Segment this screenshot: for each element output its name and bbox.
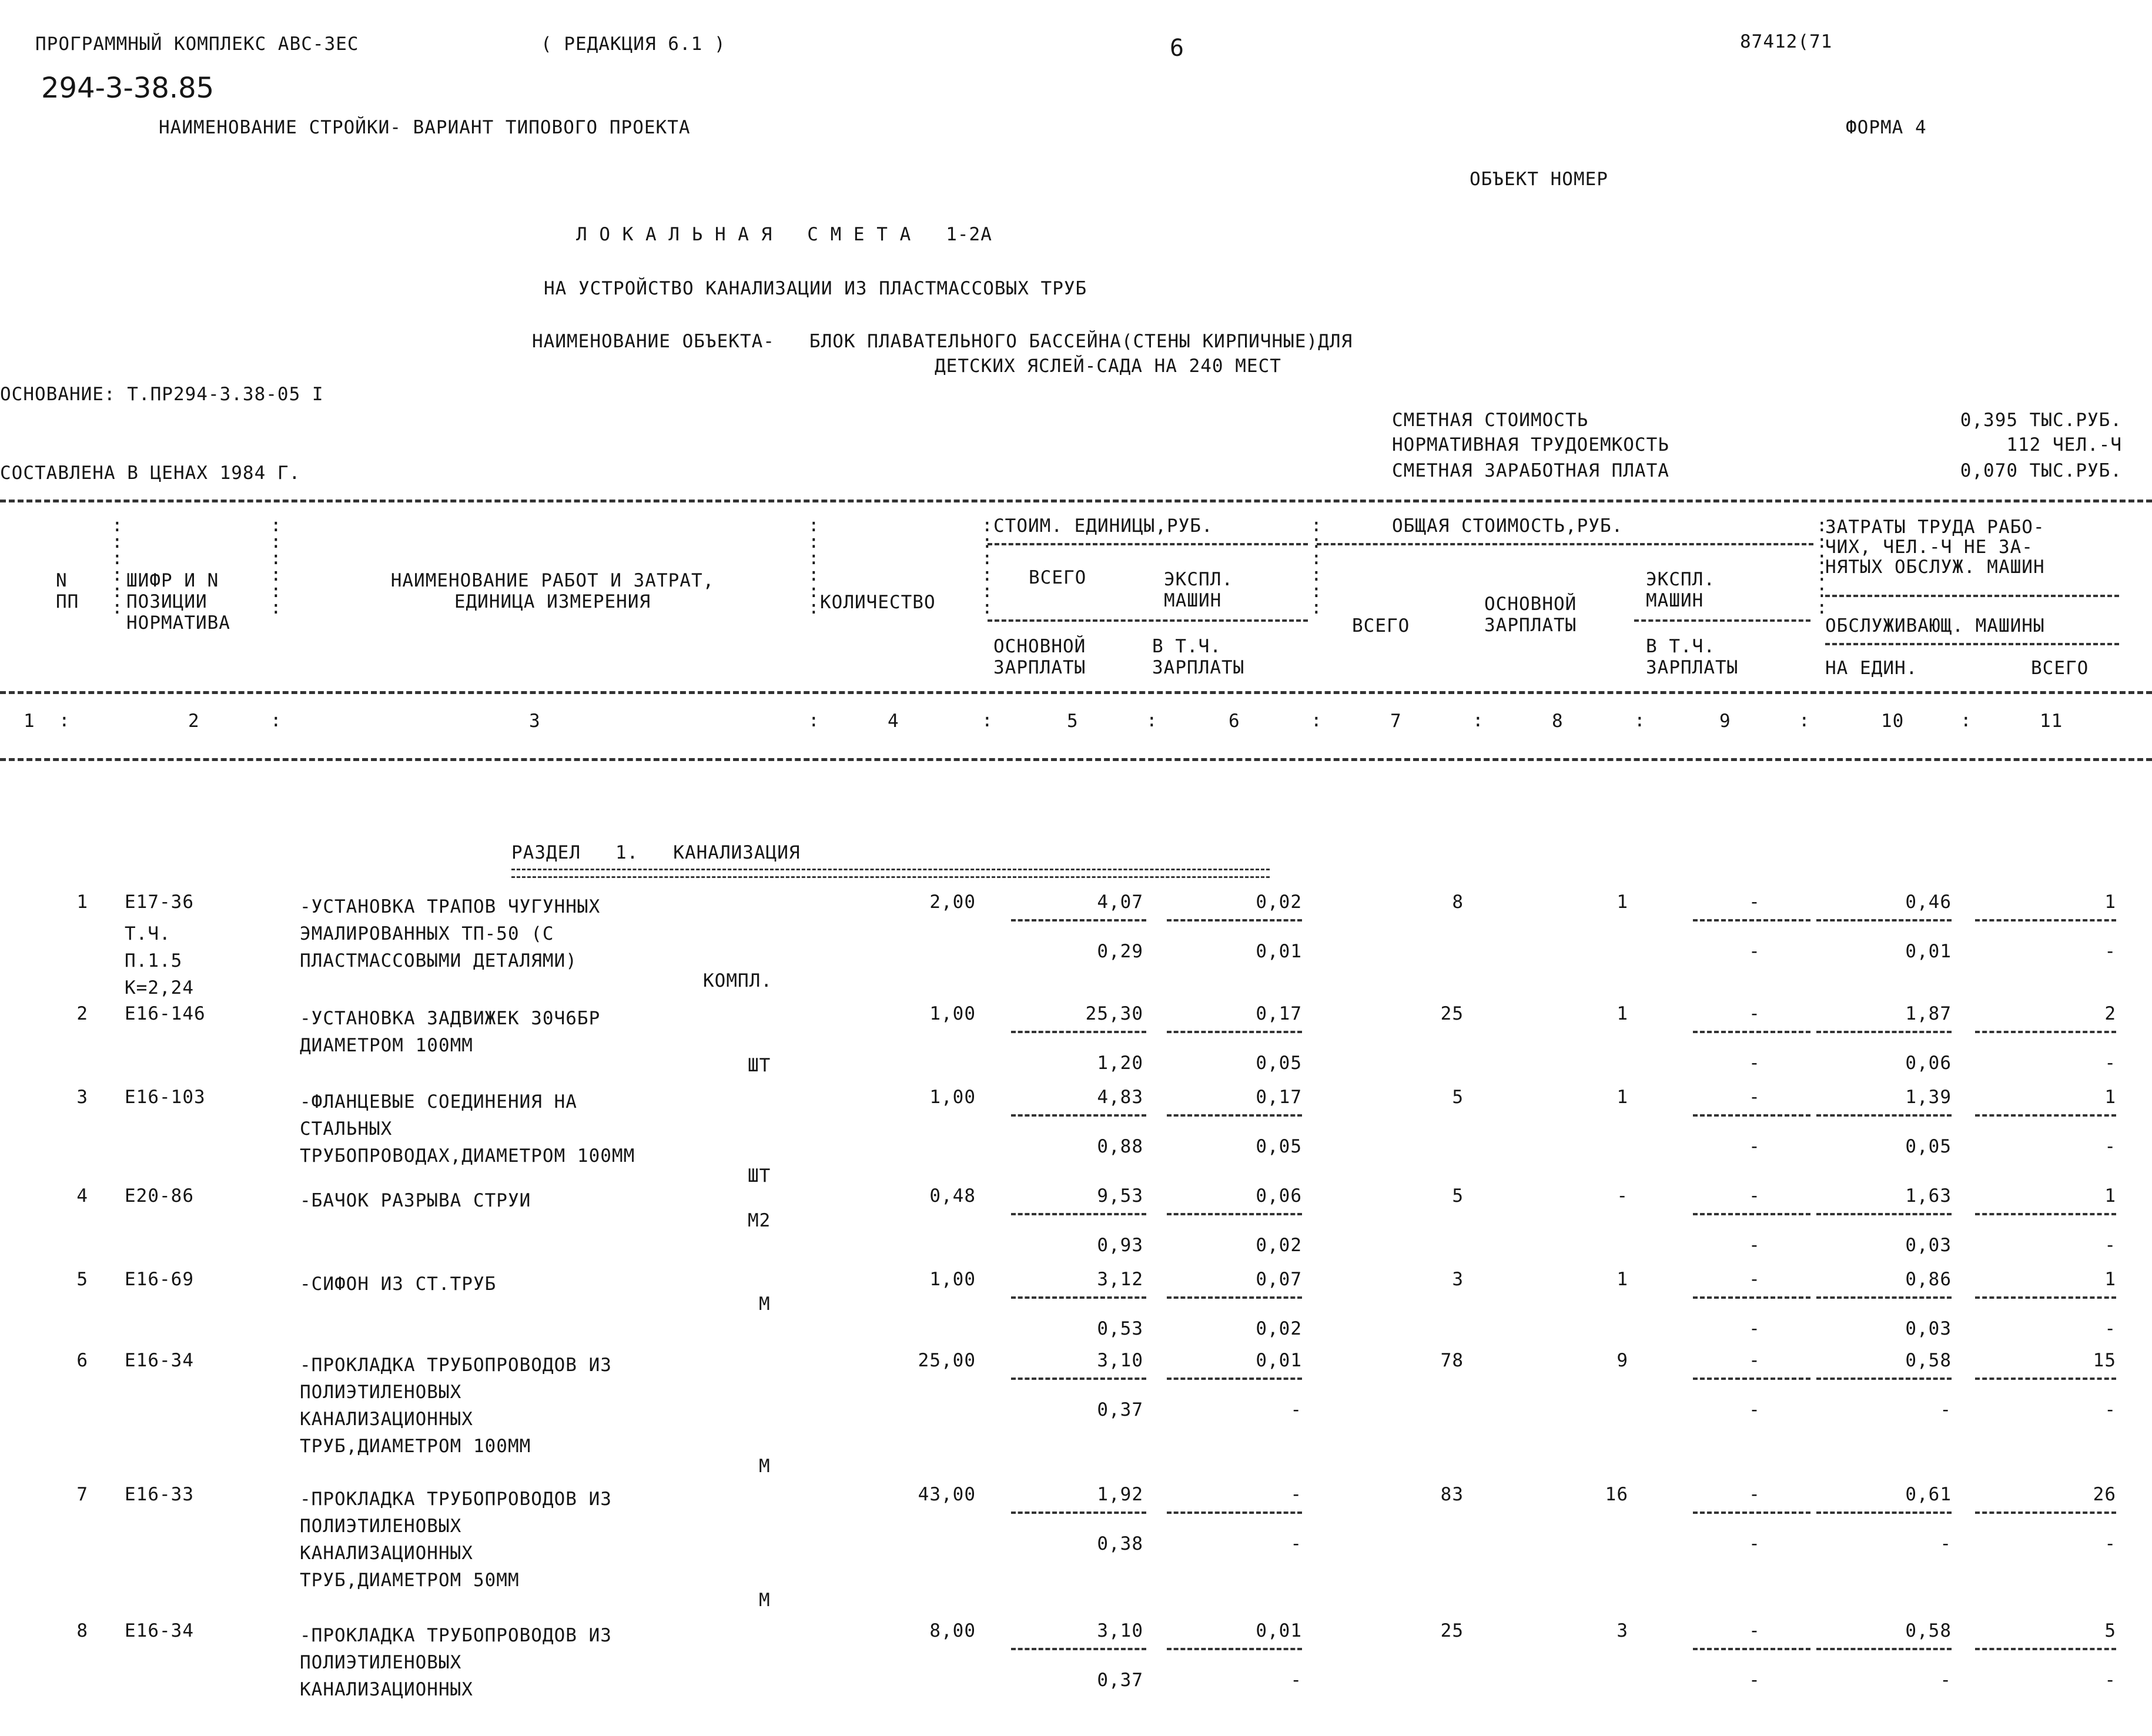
row-unit-machine: 0,07 <box>1256 1269 1302 1290</box>
row-number: 8 <box>76 1620 88 1641</box>
row-labor-machine-total: - <box>2104 1136 2116 1157</box>
row-code: Е16-103 <box>125 1087 206 1108</box>
row-divider <box>1975 1648 2116 1650</box>
row-total-wage: 1 <box>1616 1269 1628 1290</box>
row-unit: М <box>759 1293 771 1315</box>
row-unit-total: 3,10 <box>1097 1620 1143 1641</box>
row-divider <box>1975 919 2116 921</box>
col-num-6: 6 <box>1229 711 1240 732</box>
header-labor-machine: ОБСЛУЖИВАЮЩ. МАШИНЫ <box>1825 615 2045 636</box>
col-num-3: 3 <box>529 711 541 732</box>
row-labor-machine-total: - <box>2104 1053 2116 1074</box>
row-labor-machine-unit: 0,01 <box>1905 941 1952 962</box>
row-unit-machine: 0,02 <box>1256 892 1302 913</box>
row-unit-wage: 0,53 <box>1097 1318 1143 1339</box>
row-labor-machine-total: - <box>2104 1399 2116 1420</box>
row-divider <box>1693 1378 1810 1380</box>
row-unit-total: 3,12 <box>1097 1269 1143 1290</box>
header-name: НАИМЕНОВАНИЕ РАБОТ И ЗАТРАТ, ЕДИНИЦА ИЗМЕРЕНИЯ <box>390 570 715 612</box>
row-labor-total: 1 <box>2104 1087 2116 1108</box>
row-divider <box>1975 1512 2116 1514</box>
row-divider <box>1693 919 1810 921</box>
row-code: Е16-33 <box>125 1484 194 1505</box>
prices-basis: СОСТАВЛЕНА В ЦЕНАХ 1984 Г. <box>0 463 301 484</box>
row-number: 3 <box>76 1087 88 1108</box>
row-labor-machine-unit: 0,05 <box>1905 1136 1952 1157</box>
row-unit-machine: 0,06 <box>1256 1185 1302 1207</box>
row-labor-machine-total: - <box>2104 1670 2116 1691</box>
row-unit-machine-wage: - <box>1290 1670 1302 1691</box>
col-num-1: 1 <box>24 711 35 732</box>
row-code: Е16-69 <box>125 1269 194 1290</box>
row-total: 5 <box>1452 1087 1464 1108</box>
summary-label-cost: СМЕТНАЯ СТОИМОСТЬ <box>1392 410 1589 431</box>
row-divider <box>1167 1114 1302 1117</box>
row-unit-machine-wage: - <box>1290 1533 1302 1554</box>
row-divider <box>1693 1213 1810 1215</box>
row-total-wage: 3 <box>1616 1620 1628 1641</box>
row-quantity: 43,00 <box>918 1484 976 1505</box>
row-unit-machine: 0,01 <box>1256 1620 1302 1641</box>
row-unit-machine-wage: 0,02 <box>1256 1318 1302 1339</box>
col-num-10: 10 <box>1881 711 1905 732</box>
project-code: 294-3-38.85 <box>41 72 215 105</box>
row-quantity: 8,00 <box>929 1620 976 1641</box>
row-divider <box>1011 1114 1146 1117</box>
header-labor-per-unit: НА ЕДИН. <box>1825 658 1918 679</box>
basis: ОСНОВАНИЕ: Т.ПР294-3.38-05 I <box>0 384 324 405</box>
header-total-machine-wage: В Т.Ч. ЗАРПЛАТЫ <box>1646 636 1739 678</box>
row-unit-machine-wage: 0,02 <box>1256 1235 1302 1256</box>
row-unit-machine-wage: - <box>1290 1399 1302 1420</box>
header-n: N ПП <box>56 570 79 612</box>
col-num-7: 7 <box>1390 711 1402 732</box>
col-num-4: 4 <box>888 711 899 732</box>
row-total-machine: - <box>1749 1087 1761 1108</box>
row-labor-machine-unit: 0,03 <box>1905 1235 1952 1256</box>
row-divider <box>1816 1031 1952 1033</box>
row-divider <box>1816 1114 1952 1117</box>
row-unit: ШТ <box>748 1165 771 1187</box>
summary-value-wage: 0,070 ТЫС.РУБ. <box>1960 460 2122 481</box>
row-number: 2 <box>76 1003 88 1024</box>
row-unit-machine: - <box>1290 1484 1302 1505</box>
row-labor-total: 15 <box>2093 1350 2116 1371</box>
row-divider <box>1011 919 1146 921</box>
row-total-wage: 9 <box>1616 1350 1628 1371</box>
row-divider <box>1693 1296 1810 1299</box>
row-divider <box>1693 1114 1810 1117</box>
summary-label-wage: СМЕТНАЯ ЗАРАБОТНАЯ ПЛАТА <box>1392 460 1669 481</box>
row-unit: М <box>759 1590 771 1611</box>
row-unit: М2 <box>748 1210 771 1231</box>
row-quantity: 1,00 <box>929 1087 976 1108</box>
row-unit-wage: 0,93 <box>1097 1235 1143 1256</box>
row-labor-machine-total: - <box>2104 1235 2116 1256</box>
row-divider <box>1167 1378 1302 1380</box>
row-code: Е16-34 <box>125 1350 194 1371</box>
row-divider <box>1975 1378 2116 1380</box>
row-quantity: 1,00 <box>929 1269 976 1290</box>
row-work-name: -ПРОКЛАДКА ТРУБОПРОВОДОВ ИЗ ПОЛИЭТИЛЕНОВЫХ КАНАЛИЗАЦИОННЫХ ТРУБ,ДИАМЕТРОМ 100ММ <box>300 1355 612 1457</box>
row-divider <box>1011 1378 1146 1380</box>
col-num-8: 8 <box>1552 711 1564 732</box>
estimate-page: ПРОГРАММНЫЙ КОМПЛЕКС АВС-3ЕС ( РЕДАКЦИЯ 6.1 ) 6 87412(71 294-3-38.85 НАИМЕНОВАНИЕ СТРОЙКИ- ВАРИАНТ ТИПОВОГО ПРОЕКТА ФОРМА 4 ОБЪЕКТ НОМЕР Л О К А Л Ь Н А Я С М Е Т А 1-2А НА УСТРОЙСТВО КАНАЛИЗАЦИИ ИЗ ПЛАСТМАССОВЫХ ТРУБ НАИМЕНОВАНИЕ ОБЪЕКТА- БЛОК ПЛАВАТЕЛЬНОГО БАССЕЙНА(СТЕНЫ КИРПИЧНЫЕ)ДЛЯ ДЕТСКИХ ЯСЛЕЙ-САДА НА 240 МЕСТ ОСНОВАНИЕ: Т.ПР294-3.38-05 I СМЕТНАЯ СТОИМОСТЬ 0,395 ТЫС.РУБ. НОРМАТИВНАЯ ТРУДОЕМКОСТЬ 112 ЧЕЛ.-Ч СОСТАВЛЕНА В ЦЕНАХ 1984 Г. СМЕТНАЯ ЗАРАБОТНАЯ ПЛАТА 0,070 ТЫС.РУБ. : : : : : : : : : : : : : : : : : : : : : : : : : : : : : : : : : : : : СТОИМ. ЕДИНИЦЫ,РУБ. ОБЩАЯ СТОИМОСТЬ,РУБ. ЗАТРАТЫ ТРУДА РАБО- ЧИХ, ЧЕЛ.-Ч НЕ ЗА- НЯТЫХ ОБСЛУЖ. МАШИН N ПП ШИФР И N ПОЗИЦИИ НОРМАТИВА НАИМЕНОВАНИЕ РАБОТ И ЗАТРАТ, ЕДИНИЦА ИЗМЕРЕНИЯ КОЛИЧЕСТВО ВСЕГО ЭКСПЛ. МАШИН ОСНОВНОЙ ЗАРПЛАТЫ В Т.Ч. ЗАРПЛАТЫ ВСЕГО ОСНОВНОЙ ЗАРПЛАТЫ ЭКСПЛ. МАШИН В Т.Ч. ЗАРПЛАТЫ ОБСЛУЖИВАЮЩ. МАШИНЫ НА ЕДИН. ВСЕГО 1 2 3 4 5 6 7 8 9 10 11 : : : : : : : : : : РАЗДЕЛ 1. КАНАЛИЗАЦИЯ 1 Е17-36 Т.Ч. П.1.5 К=2,24 -УСТАНОВКА ТРАПОВ ЧУГУННЫХ ЭМАЛИРОВАННЫХ ТП-50 (С ПЛАСТМАССОВЫМИ ДЕТАЛЯМИ) КОМПЛ. 2,00 4,07 0,02 0,29 0,01 8 1 - - 0,46 1 0,01 - 2 Е16-146 -УСТАНОВКА ЗАДВИЖЕК 30Ч6БР ДИАМЕТРОМ 100ММ ШТ 1,00 25,30 0,17 1,20 0,05 25 1 - - 1,87 2 0,06 - 3 Е16-103 -ФЛАНЦЕВЫЕ СОЕДИНЕНИЯ НА СТАЛЬНЫХ ТРУБОПРОВОДАХ,ДИАМЕТРОМ 100ММ ШТ 1,00 4,83 0,17 0,88 0,05 5 1 - - 1,39 1 0,05 - 4 Е20-86 -БАЧОК РАЗРЫВА СТРУИ М2 0,48 9,53 0,06 0,93 0,02 5 - - - 1,63 1 0,03 - 5 Е16-69 -СИФОН ИЗ СТ.ТРУБ М 1,00 3,12 0,07 0,53 0,02 3 1 - - 0,86 1 0,03 - 6 Е16-34 -ПРОКЛАДКА ТРУБОПРОВОДОВ ИЗ ПОЛИЭТИЛЕНОВЫХ КАНАЛИЗАЦИОННЫХ ТРУБ,ДИАМЕТРОМ 100ММ М 25,00 3,10 0,01 0,37 - 78 9 - - 0,58 15 - - 7 Е16-33 -ПРОКЛАДКА ТРУБОПРОВОДОВ ИЗ ПОЛИЭТИЛЕНОВЫХ КАНАЛИЗАЦИОННЫХ ТРУБ,ДИАМЕТРОМ 50ММ М 43,00 1,92 - 0,38 - 83 16 - - 0,61 26 - - 8 Е16-34 -ПРОКЛАДКА ТРУБОПРОВОДОВ ИЗ ПОЛИЭТИЛЕНОВЫХ КАНАЛИЗАЦИОННЫХ 8,00 3,10 0,01 0,37 - 25 3 - - 0,58 5 - - <box>0 0 2152 1736</box>
row-work-name: -ПРОКЛАДКА ТРУБОПРОВОДОВ ИЗ ПОЛИЭТИЛЕНОВЫХ КАНАЛИЗАЦИОННЫХ ТРУБ,ДИАМЕТРОМ 50ММ <box>300 1489 612 1591</box>
row-unit-total: 1,92 <box>1097 1484 1143 1505</box>
row-divider <box>1975 1114 2116 1117</box>
header-total-base-wage: ОСНОВНОЙ ЗАРПЛАТЫ <box>1484 594 1577 636</box>
row-labor-machine-unit: - <box>1940 1533 1952 1554</box>
row-unit: КОМПЛ. <box>703 970 772 991</box>
edition-label: ( РЕДАКЦИЯ 6.1 ) <box>541 33 726 55</box>
row-labor-unit: 0,58 <box>1905 1620 1952 1641</box>
doc-code: 87412(71 <box>1740 31 1833 52</box>
row-total-machine-wage: - <box>1749 1235 1761 1256</box>
row-total-machine: - <box>1749 1269 1761 1290</box>
object-name-line2: ДЕТСКИХ ЯСЛЕЙ-САДА НА 240 МЕСТ <box>935 356 1281 377</box>
row-quantity: 25,00 <box>918 1350 976 1371</box>
col-num-2: 2 <box>188 711 200 732</box>
row-unit-machine-wage: 0,05 <box>1256 1136 1302 1157</box>
row-unit-wage: 0,37 <box>1097 1670 1143 1691</box>
row-number: 7 <box>76 1484 88 1505</box>
row-total-machine-wage: - <box>1749 1533 1761 1554</box>
row-total-wage: 16 <box>1605 1484 1628 1505</box>
row-total: 8 <box>1452 892 1464 913</box>
row-unit-total: 9,53 <box>1097 1185 1143 1207</box>
row-divider <box>1816 1378 1952 1380</box>
row-divider <box>1975 1031 2116 1033</box>
row-unit-machine: 0,17 <box>1256 1087 1302 1108</box>
row-total-machine: - <box>1749 892 1761 913</box>
header-unit-base-wage: ОСНОВНОЙ ЗАРПЛАТЫ <box>993 636 1086 678</box>
row-divider <box>1975 1213 2116 1215</box>
row-divider <box>1011 1512 1146 1514</box>
row-total-machine-wage: - <box>1749 1136 1761 1157</box>
col-num-11: 11 <box>2040 711 2063 732</box>
row-divider <box>1816 1648 1952 1650</box>
row-quantity: 2,00 <box>929 892 976 913</box>
row-total-machine-wage: - <box>1749 941 1761 962</box>
row-total-machine: - <box>1749 1484 1761 1505</box>
row-divider <box>1816 1213 1952 1215</box>
row-divider <box>1975 1296 2116 1299</box>
row-total-machine: - <box>1749 1185 1761 1207</box>
header-qty: КОЛИЧЕСТВО <box>820 592 936 613</box>
row-labor-machine-total: - <box>2104 1533 2116 1554</box>
row-total: 83 <box>1440 1484 1464 1505</box>
row-code: Е17-36 <box>125 892 194 913</box>
row-labor-total: 1 <box>2104 892 2116 913</box>
summary-value-cost: 0,395 ТЫС.РУБ. <box>1960 410 2122 431</box>
row-labor-total: 26 <box>2093 1484 2116 1505</box>
row-total: 25 <box>1440 1620 1464 1641</box>
row-unit-wage: 0,88 <box>1097 1136 1143 1157</box>
row-total-machine-wage: - <box>1749 1670 1761 1691</box>
row-total-machine: - <box>1749 1003 1761 1024</box>
row-labor-unit: 0,61 <box>1905 1484 1952 1505</box>
row-work-name: -БАЧОК РАЗРЫВА СТРУИ <box>300 1190 531 1211</box>
row-labor-unit: 0,46 <box>1905 892 1952 913</box>
form-label: ФОРМА 4 <box>1846 117 1927 138</box>
row-total-machine: - <box>1749 1350 1761 1371</box>
row-divider <box>1011 1031 1146 1033</box>
row-total: 78 <box>1440 1350 1464 1371</box>
header-total-machine: ЭКСПЛ. МАШИН <box>1646 569 1715 611</box>
row-total-wage: 1 <box>1616 1087 1628 1108</box>
summary-value-labor: 112 ЧЕЛ.-Ч <box>2006 434 2122 455</box>
row-divider <box>1011 1648 1146 1650</box>
row-number: 5 <box>76 1269 88 1290</box>
row-number: 4 <box>76 1185 88 1207</box>
row-divider <box>1167 919 1302 921</box>
row-work-name: -СИФОН ИЗ СТ.ТРУБ <box>300 1273 497 1295</box>
row-divider <box>1693 1031 1810 1033</box>
row-total-wage: 1 <box>1616 1003 1628 1024</box>
row-total-wage: - <box>1616 1185 1628 1207</box>
row-quantity: 1,00 <box>929 1003 976 1024</box>
row-labor-machine-unit: 0,06 <box>1905 1053 1952 1074</box>
row-code: Е16-34 <box>125 1620 194 1641</box>
row-labor-machine-unit: 0,03 <box>1905 1318 1952 1339</box>
object-number: ОБЪЕКТ НОМЕР <box>1470 169 1608 190</box>
row-unit-wage: 0,29 <box>1097 941 1143 962</box>
section-title: РАЗДЕЛ 1. КАНАЛИЗАЦИЯ <box>511 842 801 863</box>
header-unit-machine-wage: В Т.Ч. ЗАРПЛАТЫ <box>1152 636 1245 678</box>
row-divider <box>1167 1031 1302 1033</box>
row-code: Е16-146 <box>125 1003 206 1024</box>
row-divider <box>1167 1296 1302 1299</box>
row-labor-machine-total: - <box>2104 941 2116 962</box>
header-labor: ЗАТРАТЫ ТРУДА РАБО- ЧИХ, ЧЕЛ.-Ч НЕ ЗА- НЯТЫХ ОБСЛУЖ. МАШИН <box>1825 517 2045 578</box>
row-labor-machine-unit: - <box>1940 1670 1952 1691</box>
header-total-cost: ОБЩАЯ СТОИМОСТЬ,РУБ. <box>1392 515 1624 537</box>
row-code: Е20-86 <box>125 1185 194 1207</box>
row-unit-wage: 0,38 <box>1097 1533 1143 1554</box>
row-unit-machine-wage: 0,01 <box>1256 941 1302 962</box>
col-num-5: 5 <box>1067 711 1079 732</box>
row-unit-machine: 0,17 <box>1256 1003 1302 1024</box>
row-unit-wage: 0,37 <box>1097 1399 1143 1420</box>
row-unit-wage: 1,20 <box>1097 1053 1143 1074</box>
row-divider <box>1693 1512 1810 1514</box>
row-total: 25 <box>1440 1003 1464 1024</box>
row-labor-unit: 0,58 <box>1905 1350 1952 1371</box>
row-quantity: 0,48 <box>929 1185 976 1207</box>
row-total-machine-wage: - <box>1749 1053 1761 1074</box>
row-divider <box>1011 1213 1146 1215</box>
row-total-machine-wage: - <box>1749 1318 1761 1339</box>
row-unit-machine-wage: 0,05 <box>1256 1053 1302 1074</box>
row-code-extra: Т.Ч. П.1.5 К=2,24 <box>125 923 194 998</box>
object-name-line1: НАИМЕНОВАНИЕ ОБЪЕКТА- БЛОК ПЛАВАТЕЛЬНОГО БАССЕЙНА(СТЕНЫ КИРПИЧНЫЕ)ДЛЯ <box>532 331 1353 352</box>
row-total: 5 <box>1452 1185 1464 1207</box>
row-labor-total: 1 <box>2104 1269 2116 1290</box>
row-work-name: -ФЛАНЦЕВЫЕ СОЕДИНЕНИЯ НА СТАЛЬНЫХ ТРУБОПРОВОДАХ,ДИАМЕТРОМ 100ММ <box>300 1091 635 1167</box>
row-total-machine: - <box>1749 1620 1761 1641</box>
row-labor-machine-total: - <box>2104 1318 2116 1339</box>
header-unit-cost: СТОИМ. ЕДИНИЦЫ,РУБ. <box>993 515 1213 537</box>
row-unit: ШТ <box>748 1055 771 1076</box>
row-number: 6 <box>76 1350 88 1371</box>
page-number: 6 <box>1170 35 1185 62</box>
row-divider <box>1167 1648 1302 1650</box>
row-unit-total: 25,30 <box>1085 1003 1143 1024</box>
row-total-machine-wage: - <box>1749 1399 1761 1420</box>
row-unit-machine: 0,01 <box>1256 1350 1302 1371</box>
row-labor-unit: 1,63 <box>1905 1185 1952 1207</box>
row-divider <box>1693 1648 1810 1650</box>
row-divider <box>1816 1512 1952 1514</box>
row-total: 3 <box>1452 1269 1464 1290</box>
header-labor-total: ВСЕГО <box>2031 658 2089 679</box>
header-unit-machine: ЭКСПЛ. МАШИН <box>1164 569 1233 611</box>
col-num-9: 9 <box>1719 711 1731 732</box>
row-divider <box>1011 1296 1146 1299</box>
row-work-name: -ПРОКЛАДКА ТРУБОПРОВОДОВ ИЗ ПОЛИЭТИЛЕНОВЫХ КАНАЛИЗАЦИОННЫХ <box>300 1625 612 1700</box>
row-labor-total: 1 <box>2104 1185 2116 1207</box>
row-labor-machine-unit: - <box>1940 1399 1952 1420</box>
header-unit-total: ВСЕГО <box>1029 567 1087 588</box>
row-unit-total: 3,10 <box>1097 1350 1143 1371</box>
row-unit: М <box>759 1456 771 1477</box>
estimate-title: Л О К А Л Ь Н А Я С М Е Т А 1-2А <box>576 224 992 245</box>
row-work-name: -УСТАНОВКА ТРАПОВ ЧУГУННЫХ ЭМАЛИРОВАННЫХ ТП-50 (С ПЛАСТМАССОВЫМИ ДЕТАЛЯМИ) <box>300 896 601 971</box>
row-total-wage: 1 <box>1616 892 1628 913</box>
row-labor-unit: 0,86 <box>1905 1269 1952 1290</box>
row-labor-total: 5 <box>2104 1620 2116 1641</box>
program-name: ПРОГРАММНЫЙ КОМПЛЕКС АВС-3ЕС <box>35 33 359 55</box>
row-divider <box>1167 1213 1302 1215</box>
row-number: 1 <box>76 892 88 913</box>
header-total-all: ВСЕГО <box>1352 615 1410 636</box>
row-divider <box>1816 1296 1952 1299</box>
construction-name: НАИМЕНОВАНИЕ СТРОЙКИ- ВАРИАНТ ТИПОВОГО ПРОЕКТА <box>159 117 691 138</box>
row-divider <box>1816 919 1952 921</box>
estimate-subject: НА УСТРОЙСТВО КАНАЛИЗАЦИИ ИЗ ПЛАСТМАССОВЫХ ТРУБ <box>544 278 1087 299</box>
summary-label-labor: НОРМАТИВНАЯ ТРУДОЕМКОСТЬ <box>1392 434 1669 455</box>
row-unit-total: 4,07 <box>1097 892 1143 913</box>
row-divider <box>1167 1512 1302 1514</box>
header-code: ШИФР И N ПОЗИЦИИ НОРМАТИВА <box>126 570 230 634</box>
row-labor-unit: 1,87 <box>1905 1003 1952 1024</box>
row-labor-total: 2 <box>2104 1003 2116 1024</box>
row-unit-total: 4,83 <box>1097 1087 1143 1108</box>
row-labor-unit: 1,39 <box>1905 1087 1952 1108</box>
row-work-name: -УСТАНОВКА ЗАДВИЖЕК 30Ч6БР ДИАМЕТРОМ 100ММ <box>300 1008 601 1056</box>
